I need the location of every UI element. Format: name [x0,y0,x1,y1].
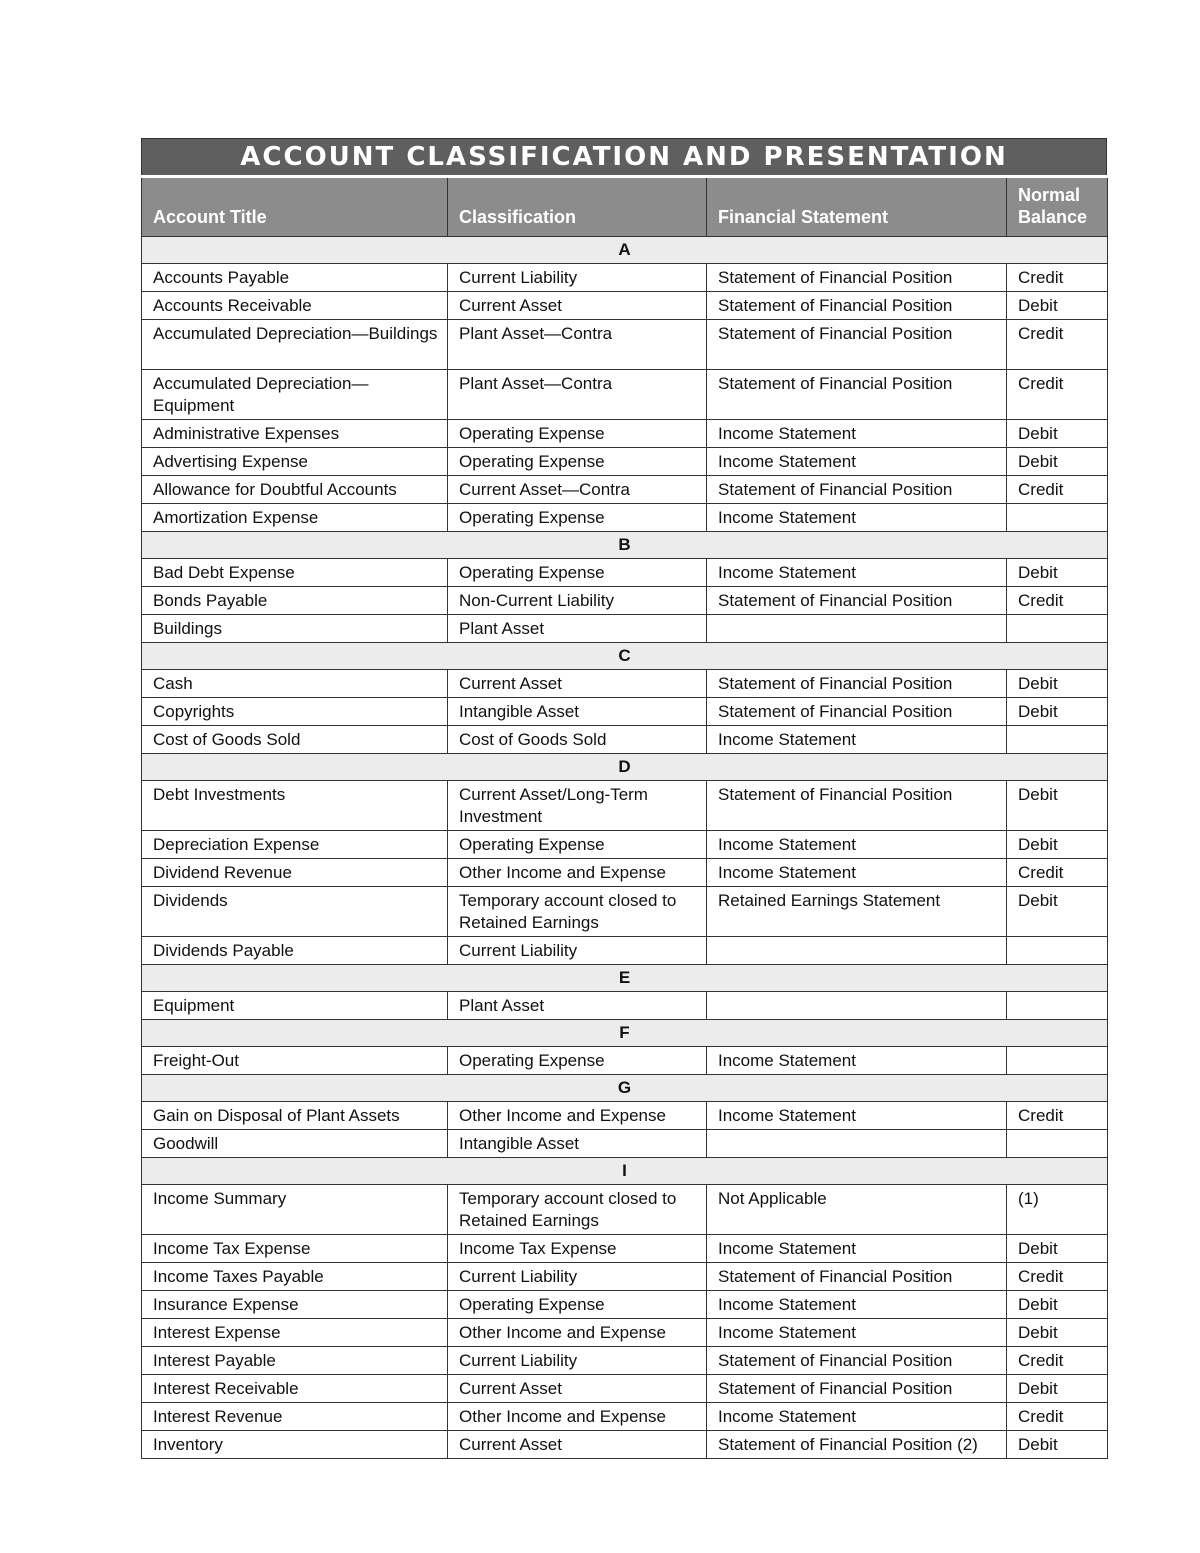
table-row [142,1403,1108,1431]
table-row [142,320,1108,370]
normal-balance-cell: Debit [1007,781,1108,831]
header-classification: Classification [448,177,707,237]
account-title-cell: Interest Expense [142,1319,448,1347]
account-title-cell: Allowance for Doubtful Accounts [142,476,448,504]
account-title-cell: Cost of Goods Sold [142,726,448,754]
financial-statement-cell: Income Statement [707,448,1007,476]
letter-divider: I [142,1158,1108,1185]
normal-balance-cell: Debit [1007,1375,1108,1403]
normal-balance-cell: Debit [1007,887,1108,937]
financial-statement-cell: Income Statement [707,1403,1007,1431]
account-title-cell: Income Tax Expense [142,1235,448,1263]
financial-statement-cell: Income Statement [707,1291,1007,1319]
account-title-cell: Amortization Expense [142,504,448,532]
financial-statement-cell: Statement of Financial Position [707,370,1007,420]
classification-cell: Operating Expense [448,1047,707,1075]
account-title-cell: Interest Payable [142,1347,448,1375]
table-row [142,670,1108,698]
table-row [142,887,1108,937]
account-title-cell: Equipment [142,992,448,1020]
normal-balance-cell: Debit [1007,1431,1108,1459]
normal-balance-cell: Debit [1007,1319,1108,1347]
table-header [142,177,1108,237]
classification-cell: Non-Current Liability [448,587,707,615]
table-row [142,420,1108,448]
classification-cell: Current Asset [448,1431,707,1459]
table-row [142,859,1108,887]
classification-cell: Current Liability [448,937,707,965]
account-title-cell: Administrative Expenses [142,420,448,448]
classification-cell: Operating Expense [448,448,707,476]
normal-balance-cell [1007,726,1108,754]
classification-cell: Current Asset [448,670,707,698]
table-row [142,781,1108,831]
table-row [142,1047,1108,1075]
classification-cell: Current Asset/Long-Term Investment [448,781,707,831]
financial-statement-cell [707,937,1007,965]
financial-statement-cell: Statement of Financial Position [707,1263,1007,1291]
header-row [142,177,1108,237]
classification-cell: Temporary account closed to Retained Earnings [448,887,707,937]
account-classification-sheet [141,138,1107,1459]
table-row [142,1347,1108,1375]
table-row [142,264,1108,292]
financial-statement-cell: Retained Earnings Statement [707,887,1007,937]
normal-balance-cell: Debit [1007,448,1108,476]
normal-balance-cell [1007,615,1108,643]
classification-cell: Operating Expense [448,559,707,587]
financial-statement-cell: Statement of Financial Position [707,264,1007,292]
normal-balance-cell: Debit [1007,1291,1108,1319]
classification-cell: Income Tax Expense [448,1235,707,1263]
financial-statement-cell: Statement of Financial Position [707,292,1007,320]
account-title-cell: Income Taxes Payable [142,1263,448,1291]
letter-divider-row [142,1075,1108,1102]
normal-balance-cell [1007,937,1108,965]
letter-divider-row [142,643,1108,670]
account-title-cell: Inventory [142,1431,448,1459]
table-row [142,615,1108,643]
normal-balance-cell [1007,1130,1108,1158]
classification-cell: Current Liability [448,1347,707,1375]
classification-cell: Plant Asset—Contra [448,320,707,370]
financial-statement-cell [707,992,1007,1020]
account-title-cell: Advertising Expense [142,448,448,476]
letter-divider: A [142,237,1108,264]
page-title: ACCOUNT CLASSIFICATION AND PRESENTATION [141,138,1107,175]
classification-cell: Other Income and Expense [448,1319,707,1347]
normal-balance-cell: Debit [1007,292,1108,320]
table-row [142,937,1108,965]
normal-balance-cell: (1) [1007,1185,1108,1235]
financial-statement-cell: Statement of Financial Position [707,476,1007,504]
account-title-cell: Dividends Payable [142,937,448,965]
normal-balance-cell: Credit [1007,587,1108,615]
normal-balance-cell: Credit [1007,476,1108,504]
table-row [142,726,1108,754]
classification-table [141,175,1108,1459]
classification-cell: Current Asset [448,292,707,320]
financial-statement-cell: Not Applicable [707,1185,1007,1235]
financial-statement-cell [707,615,1007,643]
normal-balance-cell: Debit [1007,559,1108,587]
table-row [142,1319,1108,1347]
table-row [142,1263,1108,1291]
letter-divider: E [142,965,1108,992]
financial-statement-cell: Income Statement [707,859,1007,887]
normal-balance-cell: Debit [1007,420,1108,448]
classification-cell: Intangible Asset [448,698,707,726]
financial-statement-cell: Income Statement [707,1102,1007,1130]
table-row [142,1375,1108,1403]
table-row [142,1102,1108,1130]
classification-cell: Temporary account closed to Retained Earnings [448,1185,707,1235]
header-account-title: Account Title [142,177,448,237]
table-row [142,831,1108,859]
financial-statement-cell: Income Statement [707,420,1007,448]
table-row [142,370,1108,420]
table-row [142,992,1108,1020]
account-title-cell: Dividends [142,887,448,937]
financial-statement-cell: Income Statement [707,831,1007,859]
account-title-cell: Goodwill [142,1130,448,1158]
account-title-cell: Accounts Payable [142,264,448,292]
account-title-cell: Dividend Revenue [142,859,448,887]
table-row [142,448,1108,476]
account-title-cell: Buildings [142,615,448,643]
classification-cell: Cost of Goods Sold [448,726,707,754]
table-row [142,476,1108,504]
table-row [142,587,1108,615]
letter-divider-row [142,532,1108,559]
letter-divider: C [142,643,1108,670]
financial-statement-cell: Statement of Financial Position [707,1375,1007,1403]
financial-statement-cell: Income Statement [707,1235,1007,1263]
normal-balance-cell: Debit [1007,831,1108,859]
account-title-cell: Interest Receivable [142,1375,448,1403]
normal-balance-cell [1007,992,1108,1020]
table-row [142,504,1108,532]
account-title-cell: Depreciation Expense [142,831,448,859]
financial-statement-cell: Income Statement [707,1319,1007,1347]
table-row [142,1431,1108,1459]
normal-balance-cell: Credit [1007,859,1108,887]
classification-cell: Operating Expense [448,1291,707,1319]
classification-cell: Plant Asset [448,992,707,1020]
classification-cell: Operating Expense [448,831,707,859]
normal-balance-cell: Debit [1007,670,1108,698]
classification-cell: Current Liability [448,1263,707,1291]
table-row [142,559,1108,587]
classification-cell: Operating Expense [448,504,707,532]
account-title-cell: Accounts Receivable [142,292,448,320]
table-row [142,292,1108,320]
financial-statement-cell [707,1130,1007,1158]
letter-divider-row [142,1158,1108,1185]
table-row [142,1130,1108,1158]
normal-balance-cell: Debit [1007,698,1108,726]
financial-statement-cell: Statement of Financial Position [707,670,1007,698]
table-row [142,1291,1108,1319]
financial-statement-cell: Income Statement [707,504,1007,532]
normal-balance-cell: Credit [1007,1102,1108,1130]
classification-cell: Other Income and Expense [448,1403,707,1431]
account-title-cell: Debt Investments [142,781,448,831]
classification-cell: Operating Expense [448,420,707,448]
financial-statement-cell: Statement of Financial Position [707,320,1007,370]
financial-statement-cell: Statement of Financial Position [707,781,1007,831]
account-title-cell: Bonds Payable [142,587,448,615]
classification-cell: Plant Asset—Contra [448,370,707,420]
header-financial-statement: Financial Statement [707,177,1007,237]
financial-statement-cell: Income Statement [707,559,1007,587]
account-title-cell: Interest Revenue [142,1403,448,1431]
letter-divider-row [142,237,1108,264]
financial-statement-cell: Statement of Financial Position (2) [707,1431,1007,1459]
header-normal-balance: Normal Balance [1007,177,1108,237]
normal-balance-cell [1007,504,1108,532]
account-title-cell: Bad Debt Expense [142,559,448,587]
normal-balance-cell: Credit [1007,1347,1108,1375]
normal-balance-cell: Credit [1007,370,1108,420]
normal-balance-cell: Credit [1007,1263,1108,1291]
account-title-cell: Cash [142,670,448,698]
financial-statement-cell: Statement of Financial Position [707,587,1007,615]
letter-divider: B [142,532,1108,559]
table-row [142,1235,1108,1263]
classification-cell: Current Asset [448,1375,707,1403]
letter-divider: G [142,1075,1108,1102]
table-row [142,1185,1108,1235]
classification-cell: Current Asset—Contra [448,476,707,504]
letter-divider-row [142,754,1108,781]
table-row [142,698,1108,726]
financial-statement-cell: Statement of Financial Position [707,698,1007,726]
account-title-cell: Freight-Out [142,1047,448,1075]
classification-cell: Other Income and Expense [448,859,707,887]
account-title-cell: Copyrights [142,698,448,726]
classification-cell: Plant Asset [448,615,707,643]
letter-divider: D [142,754,1108,781]
classification-cell: Intangible Asset [448,1130,707,1158]
financial-statement-cell: Income Statement [707,1047,1007,1075]
classification-cell: Current Liability [448,264,707,292]
account-title-cell: Accumulated Depreciation—Equipment [142,370,448,420]
letter-divider-row [142,1020,1108,1047]
letter-divider: F [142,1020,1108,1047]
normal-balance-cell: Debit [1007,1235,1108,1263]
financial-statement-cell: Statement of Financial Position [707,1347,1007,1375]
account-title-cell: Insurance Expense [142,1291,448,1319]
classification-cell: Other Income and Expense [448,1102,707,1130]
financial-statement-cell: Income Statement [707,726,1007,754]
normal-balance-cell: Credit [1007,1403,1108,1431]
normal-balance-cell: Credit [1007,320,1108,370]
letter-divider-row [142,965,1108,992]
normal-balance-cell [1007,1047,1108,1075]
normal-balance-cell: Credit [1007,264,1108,292]
account-title-cell: Income Summary [142,1185,448,1235]
account-title-cell: Accumulated Depreciation—Buildings [142,320,448,370]
account-title-cell: Gain on Disposal of Plant Assets [142,1102,448,1130]
table-body [142,237,1108,1459]
